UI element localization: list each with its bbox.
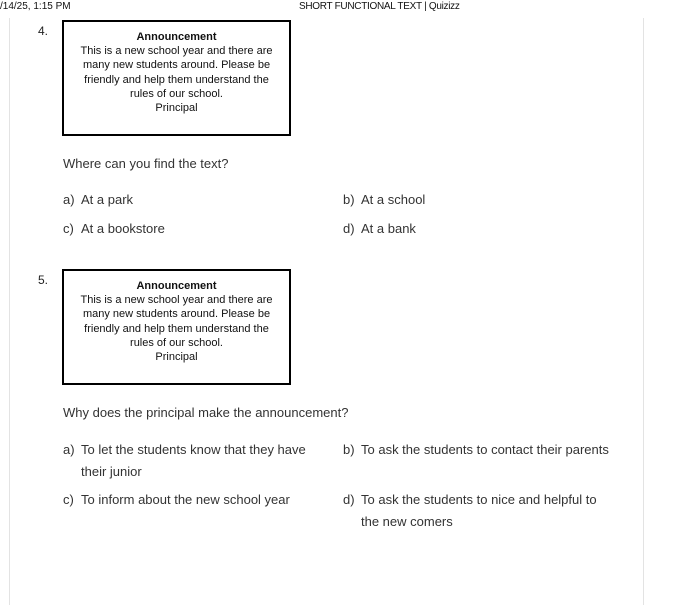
question-text: Where can you find the text? <box>63 156 229 171</box>
option-letter: d) <box>343 221 355 236</box>
option-letter: b) <box>343 192 355 207</box>
option-text: At a bookstore <box>81 221 165 236</box>
option-letter: a) <box>63 192 75 207</box>
announcement-signature: Principal <box>155 102 198 115</box>
question-number: 5. <box>38 273 49 287</box>
option-d[interactable] <box>343 218 618 240</box>
announcement-body: This is a new school year and there are many new students around. Please be friendly and help them understand the rules of our school. <box>80 45 273 100</box>
question-text: Why does the principal make the announcement? <box>63 405 349 420</box>
option-letter: c) <box>63 492 74 507</box>
option-b[interactable] <box>343 189 618 211</box>
announcement-title: Announcement <box>136 280 217 292</box>
option-c[interactable] <box>63 489 338 511</box>
option-letter: b) <box>343 442 355 457</box>
page-title: SHORT FUNCTIONAL TEXT | Quizizz <box>299 1 460 12</box>
announcement-title: Announcement <box>136 31 217 43</box>
print-datetime: /14/25, 1:15 PM <box>0 1 71 12</box>
option-text: To ask the students to nice and helpful to the new comers <box>361 492 597 529</box>
option-a[interactable] <box>63 439 325 483</box>
announcement-box <box>62 20 291 136</box>
option-b[interactable] <box>343 439 633 461</box>
option-text: To ask the students to contact their parents <box>361 442 609 457</box>
announcement-box <box>62 269 291 385</box>
option-letter: a) <box>63 442 75 457</box>
question-number: 4. <box>38 24 49 38</box>
right-margin-line <box>643 18 644 605</box>
option-a[interactable] <box>63 189 338 211</box>
option-c[interactable] <box>63 218 338 240</box>
option-text: At a bank <box>361 221 416 236</box>
option-text: At a school <box>361 192 426 207</box>
option-text: To let the students know that they have their junior <box>81 442 306 479</box>
left-margin-line <box>9 18 10 605</box>
option-text: At a park <box>81 192 134 207</box>
option-letter: c) <box>63 221 74 236</box>
announcement-body: This is a new school year and there are many new students around. Please be friendly and help them understand the rules of our school. <box>80 294 273 349</box>
option-text: To inform about the new school year <box>81 492 290 507</box>
announcement-signature: Principal <box>155 351 198 364</box>
option-letter: d) <box>343 492 355 507</box>
option-d[interactable] <box>343 489 613 533</box>
